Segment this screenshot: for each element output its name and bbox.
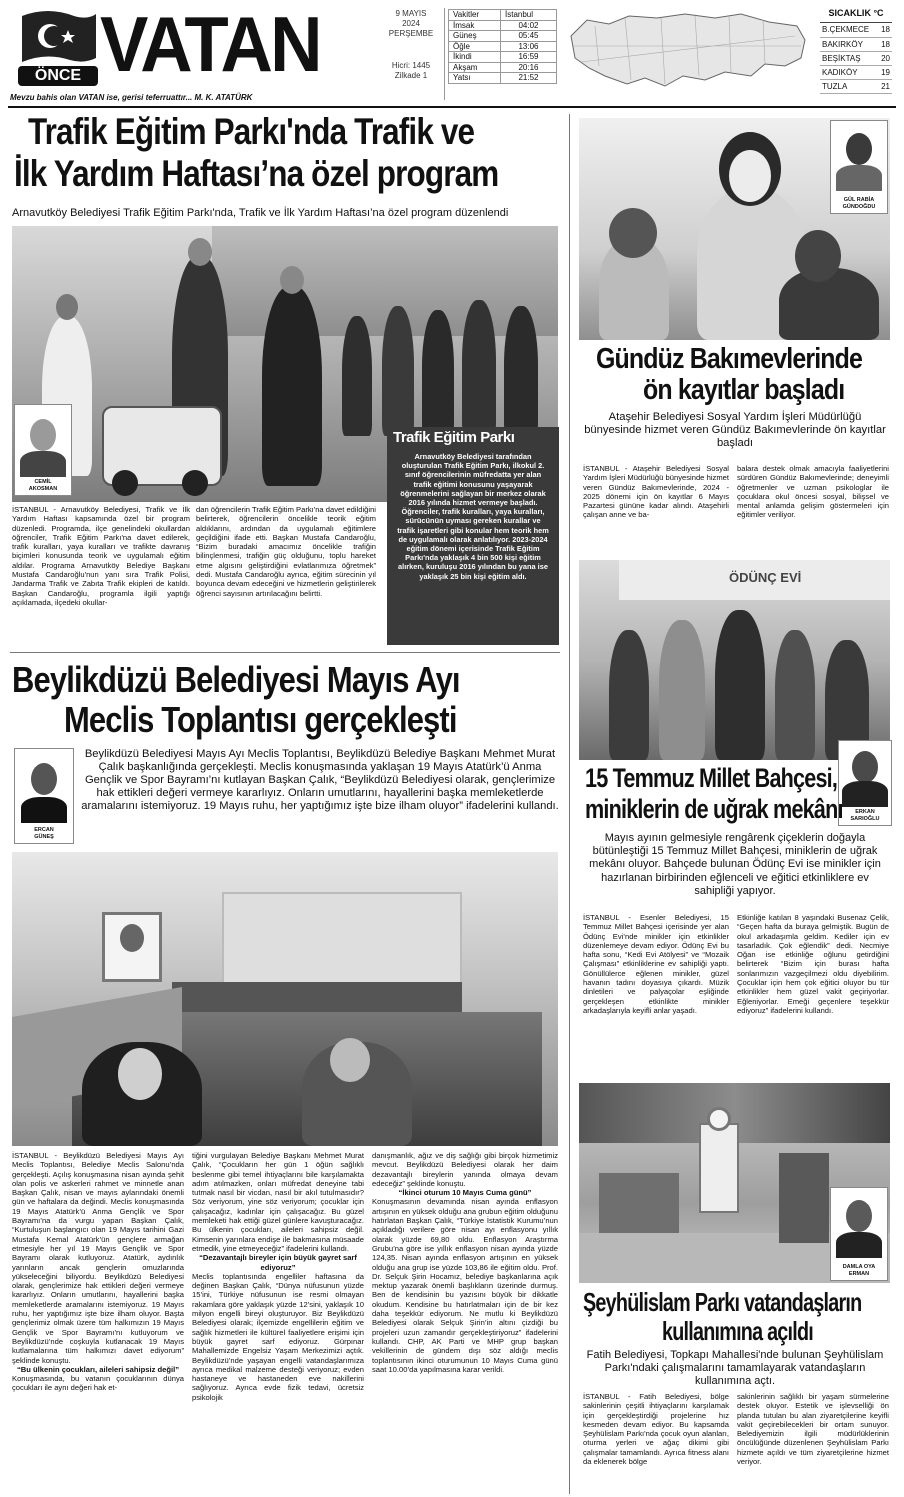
article1-headline-line2: İlk Yardım Haftası’na özel program [14, 153, 499, 194]
reporter-firstname: DAMLA OYA [842, 1264, 876, 1270]
masthead-motto: Mevzu bahis olan VATAN ise, gerisi teferruattır... M. K. ATATÜRK [10, 93, 253, 102]
district-temp: 18 [877, 37, 892, 51]
article1-infobox [387, 427, 559, 645]
article4-headline-line2: miniklerin de uğrak mekânı [585, 794, 843, 824]
prayer-header-label: Vakitler [449, 10, 501, 21]
district-name: B.ÇEKMECE [820, 23, 877, 37]
prayer-name: Yatsı [449, 73, 501, 84]
article2-col2-text: tiğini vurgulayan Belediye Başkanı Mehmet Murat Çalık, “Çocukların her gün 1 öğün sağlıklı beslenme gibi temel ihtiyaçlarını bile karşılamakta adım atılmazken, onları müfredat deneyine tabi tutmak nasıl bir vicdan, nasıl bir akıl tutulmasıdır? Söz veriyorum, yine söz veriyorum; çocuklar için çalışacağız, kadınlar için çalışacağız. Bu güzel memleketi hak ettiği güzel günlere kavuşturacağız. Bu ülkenin çocukları, aileleri sahipsiz değil. Kimsenin yarınlara endişe ile bakmasına müsaade etmedik, yine etmeyeceğiz” ifadelerini kullandı. [192, 1151, 364, 1253]
article2-headline-line1: Beylikdüzü Belediyesi Mayıs Ayı [12, 659, 460, 700]
article5-headline-line1: Şeyhülislam Parkı vatandaşların [583, 1287, 862, 1317]
prayer-time: 13:06 [501, 41, 557, 52]
prayer-time: 04:02 [501, 20, 557, 31]
district-name: BEŞİKTAŞ [820, 51, 877, 65]
article4-lead: Mayıs ayının gelmesiyle rengârenk çiçeklerin doğayla bütünleştiği 15 Temmuz Millet Bahçesi, miniklerin de uğrak mekânı oluyor. Bahçede bulunan Ödünç Evi ise minikler için hazırlanan birbirinden eğlenceli ve eğitici etkinliklere ev sahipliği yapıyor. [589, 832, 881, 897]
article1-subhead: Arnavutköy Belediyesi Trafik Eğitim Parkı'nda, Trafik ve İlk Yardım Haftası’na özel program düzenlendi [12, 207, 509, 219]
masthead [0, 0, 904, 110]
article4-photo-sign: ÖDÜNÇ EVİ [729, 570, 802, 585]
prayer-time: 16:59 [501, 52, 557, 63]
article2-photo [12, 852, 558, 1146]
prayer-name: Akşam [449, 62, 501, 73]
date-weekday: PERŞEMBE [388, 29, 434, 38]
reporter-lastname: SARIOĞLU [850, 816, 880, 822]
prayer-time: 21:52 [501, 73, 557, 84]
article2-col3-text: danışmanlık, ağız ve diş sağlığı gibi birçok hizmetimiz mevcut. Beylikdüzü Belediyesi olarak her daim dezavantajlı bireylerin yanında olmaya devam edeceğiz” şeklinde konuştu. [372, 1151, 558, 1188]
article2-col1-tail: Konuşmasında, bu vatanın çocuklarının dünya çocukları ile aynı değeri hak et- [12, 1374, 184, 1393]
article2-col1-subhead: “Bu ülkenin çocukları, aileleri sahipsiz değil” [16, 1364, 180, 1374]
district-temp: 20 [877, 51, 892, 65]
date-box [380, 9, 442, 97]
reporter-lastname: GÜNDOĞDU [842, 204, 876, 210]
article5-photo [579, 1083, 890, 1283]
article5-lead: Fatih Belediyesi, Topkapı Mahallesi'nde bulunan Şeyhülislam Parkı'ndaki çalışmalarını tamamlayarak vatandaşların kullanımına açtı. [586, 1349, 884, 1388]
article4-headline-line1: 15 Temmuz Millet Bahçesi, [585, 763, 838, 793]
district-name: BAKIRKÖY [820, 37, 877, 51]
reporter-lastname: AKOSMAN [28, 486, 58, 492]
infobox-title: Trafik Eğitim Parkı [393, 429, 515, 446]
reporter-lastname: GÜNEŞ [34, 834, 54, 840]
district-temp: 21 [877, 79, 892, 93]
prayer-time: 20:16 [501, 62, 557, 73]
prayer-times-table [448, 9, 557, 84]
article2-col1 [12, 1151, 184, 1393]
article2-reporter-photo [14, 748, 74, 844]
article2-col2-tail: Meclis toplantısında engelliler haftasına da değinen Başkan Çalık, “Dünya nüfusunun yüzde 15’ini, Türkiye nüfusunun ise resmi olmayan rakamlara göre yaklaşık yüzde 12’sini, yaklaşık 10 milyon engelli bireyi oluşturuyor. Biz Beylikdüzü Belediyesi olarak; ilçemizde engellilerin eğitim ve sağlık hizmetleri ile kültürel faaliyetlere erişimi için büyük gayret sarf ediyoruz. Gürpınar Mahallemizde Engelsiz Yaşam Merkezimizi açtık. Beylikdüzü’nde yaşayan engelli vatandaşlarımıza ayrıca medikal malzeme desteği veriyoruz; evden hastaneye ve hastaneden eve nakillerini sağlıyoruz. Ayrıca evde fizik tedavi, ücretsiz psikolojik [192, 1271, 364, 1402]
article2-col3-subhead: “İkinci oturum 10 Mayıs Cuma günü” [398, 1188, 532, 1198]
article5-col1: İSTANBUL - Fatih Belediyesi, bölge sakinlerinin çeşitli ihtiyaçlarını karşılamak için gerçekleştirdiği projelerine hız kesmeden devam ediyor. Bu kapsamda Şeyhülislam Parkı'nda çocuk oyun alanları, oturma yerleri ve ağaç dikimi gibi çalışmalar tamamlandı. Ayrıca fitness alanı da eklenerek bölge [583, 1392, 729, 1467]
date-day: 9 MAYIS [395, 9, 427, 18]
district-temp: 18 [877, 23, 892, 37]
article1-col1: İSTANBUL - Arnavutköy Belediyesi, Trafik ve İlk Yardım Haftası kapsamında özel bir program düzenledi. Programda, ilçe genelindeki okullardan öğrenciler, Trafik Eğitim Parkı'na davet edilerek, trafik kuralları, yaya kuralları ve trafikte davranış biçimleri konusunda teorik ve uygulamalı eğitim aldılar. Programa Arnavutköy Belediye Başkanı Mustafa Candaroğlu'nun yanı sıra Trafik Polisi, Jandarma Trafik ve Zabıta Trafik ekipleri de katıldı. Başkan Candaroğlu, programla ilgili yaptığı açıklamada, ilçedeki okullar- [12, 505, 190, 607]
article4-col2: Etkinliğe katılan 8 yaşındaki Busenaz Çelik, “Geçen hafta da buraya gelmiştik. Bugün de okul arkadaşımla geldim. Kediler için ev tasarladık. Çok eğlendik” dedi. Necmiye Oğan ise etkinliğe oğlunu getirdiğini belirterek “Bizim için burası hafta sonlarımızın vazgeçilmezi oldu diyebilirim. Çocuklar için hem çok eğitici oluyor bu tür etkinlikler hem güzel vakit geçiriyorlar. Eğleniyorlar. Emeği geçenlere teşekkür ediyoruz” ifadelerini kullandı. [737, 913, 889, 1015]
article2-col3-tail: Konuşmasının devamında nisan ayında enflasyon artışının en yüksek olduğu ana grubun eğitim olduğunu hatırlatan Başkan Çalık, “Türkiye İstatistik Kurumu’nun açıkladığı verilere göre nisan ayı enflasyonu yıllık olarak yüzde 69,80 oldu. Enflasyon Araştırma Grubu’na göre ise yıllık enflasyon nisan ayında yüzde 124,35. Nisan ayında enflasyon artışının en yüksek olduğu ana grup ise yüzde 103,86 ile eğitim oldu. Prof. Dr. Selçuk Şirin Hocamız, belediye başkanlarına açık mektup yazarak önemli başlıkların üzerinde durmuş. Ben de kendisinin bu yazısını büyük bir dikkatle okudum. Kendisine bu hatırlatmaları için de bir kez daha teşekkür ediyorum. Ne mutlu ki Beylikdüzü Belediyesi olarak Selçuk Şirin’in altını çizdiği bu projeleri uzun zamandır gerçekleştiriyoruz” ifadelerini kullandı. CHP, AK Parti ve MHP grup başkan vekillerinin de gündem dışı söz aldığı meclis toplantısının ikinci oturumunun 10 Mayıs Cuma günü saat 10.00’da yapılmasına karar verildi. [372, 1197, 558, 1374]
district-temp: 19 [877, 65, 892, 79]
prayer-header-city: İstanbul [501, 10, 557, 21]
reporter-firstname: CEMİL [34, 479, 52, 485]
article1-headline-line1: Trafik Eğitim Parkı'nda Trafik ve [28, 111, 475, 152]
article1-col2: dan öğrencilerin Trafik Eğitim Parkı'na davet edildiğini belirterek, öğrencilerin öncelikle teorik eğitim aldıklarını, ardından da uygulamalı eğitimlere geçildiğini ifade etti. Başkan Mustafa Candaroğlu, “Bizim buradaki amacımız öncelikle trafiğin bilinçlenmesi, trafiğin güç olduğunu, toplu hareket etme algısını geliştirdiğini evlatlarımıza öğretmek” dedi. Mustafa Candaroğlu ayrıca, eğitim sürecinin yıl boyunca devam edeceğini ve hizmetlerin geliştirilerek öğrenci sayısının artırılacağını belirtti. [196, 505, 376, 598]
prayer-time: 05:45 [501, 31, 557, 42]
column-divider [569, 114, 570, 1494]
article3-reporter-photo [830, 120, 888, 214]
temperature-title: SICAKLIK °C [820, 6, 892, 23]
article3-lead: Ataşehir Belediyesi Sosyal Yardım İşleri Müdürlüğü bünyesinde hizmet veren Gündüz Bakımevlerinde ön kayıtlar başladı [584, 411, 886, 449]
district-name: KADIKÖY [820, 65, 877, 79]
masthead-divider [8, 106, 896, 108]
reporter-firstname: ERKAN [855, 809, 875, 815]
infobox-text: Arnavutköy Belediyesi tarafından oluşturulan Trafik Eğitim Parkı, ilkokul 2. sınıf öğrencilerinin müfredatta yer alan trafik eğitimi konusunu yaşayarak öğrenmelerini sağlayan bir merkez olarak 2016 yılında hizmet vermeye başladı. Öğrenciler, trafik kuralları, yaya kuralları, sürücünün uyması gereken kurallar ve trafik işaretleri gibi konular hem teorik hem de uygulamalı olarak anlatılıyor. 2023-2024 eğitim dönemi içerisinde Trafik Eğitim Parkı'nda yaklaşık 4 bin 500 kişi eğitim alırken, kuruluşu 2016 yılından bu yana ise yaklaşık 25 bin kişi eğitim aldı. [397, 452, 549, 581]
turkey-map-icon [565, 6, 810, 98]
article1-reporter-photo [14, 404, 72, 496]
article5-reporter-photo [830, 1187, 888, 1281]
article4-reporter-photo [838, 740, 892, 826]
hijri-month: Zilkade 1 [394, 71, 428, 80]
article2-col2 [192, 1151, 364, 1402]
article3-photo [579, 118, 890, 340]
article3-headline-line2: ön kayıtlar başladı [643, 374, 845, 406]
masthead-badge: ÖNCE [34, 67, 82, 84]
masthead-logo: VATAN [100, 0, 320, 88]
reporter-firstname: GÜL RABİA [843, 197, 875, 203]
turkey-map [565, 6, 810, 98]
article5-col2: sakinlerinin sağlıklı bir yaşam sürmelerine destek oluyor. Estetik ve işlevselliği ön planda tutulan bu alan ziyaretçilerine keyifli vakit geçirebilecekleri bir ortam sunuyor. Belediyemizin ilgili müdürlüklerinin öncülüğünde düzenlenen Şeyhülislam Parkı hizmete açıldı ve tüm ziyaretçilerine hizmet veriyor. [737, 1392, 889, 1467]
date-year: 2024 [402, 19, 420, 28]
temperature-box [820, 6, 892, 94]
flag-logo-badge [18, 6, 98, 88]
article3-headline-line1: Gündüz Bakımevlerinde [596, 343, 863, 375]
reporter-lastname: ERMAN [848, 1271, 870, 1277]
reporter-firstname: ERCAN [34, 827, 54, 833]
article2-headline-line2: Meclis Toplantısı gerçekleşti [64, 699, 457, 740]
article4-col1: İSTANBUL - Esenler Belediyesi, 15 Temmuz Millet Bahçesi içerisinde yer alan Ödünç Evi’nde minikler için etkinlikler düzenlemeye devam ediyor. Ödünç Evi bu hafta sonu, “Kedi Evi Atölyesi” ve “Mozaik Çalışması” etkinliklerine ev sahipliği yaptı. Gönüllülerce eğlenen minikler, güzel havanın tadını doyasıya çıkardı. Müzik dinletileri ve palyaçolar eşliğinde gerçekleşen etkinlikte minikler arkadaşlarıyla keyifli anlar yaşadı. [583, 913, 729, 1015]
district-name: TUZLA [820, 79, 877, 93]
hijri-year: Hicri: 1445 [391, 61, 431, 70]
article2-col3 [372, 1151, 558, 1374]
prayer-name: Güneş [449, 31, 501, 42]
article2-col1-text: İSTANBUL - Beylikdüzü Belediyesi Mayıs Ayı Meclis Toplantısı, Belediye Meclis Salonu’nda gerçekleşti. Açılış konuşmasına nisan ayında şehit olan polis ve askerleri rahmet ve minnetle anan Başkan Çalık, nisan ve mayıs aylarındaki önemli gün ve haftalara da değindi. Meclis konuşmasında 19 Mayıs Atatürk’ü Anma Gençlik ve Spor Bayramı’na da vurgu yapan Başkan Çalık, “Kurtuluşun başlangıcı olan 19 Mayıs tarihini Gazi Mustafa Kemal Atatürk’ün gençlere armağan etmesiyle her yıl 19 Mayıs Gençlik ve Spor Bayramı olarak kutluyoruz. Atatürk, aydınlık yarınların ancak gençlerin omuzlarında yükseleceğini biliyordu. Beylikdüzü Belediyesi olarak, gençlerimize hak ettikleri değeri vermeye kararlıyız. Onların umutlarını, hayallerini başka memleketlerde aramalarını istemiyoruz. 19 Mayıs ruhu, her yaptığımız işte bize ilham oluyor. Başta gençlerimiz olmak üzere tüm halkımızın 19 Mayıs Gençlik ve Spor Bayramı’nı kutluyorum ve Beylikdüzü’nde coşkuyla kutlanacak 19 Mayıs kutlamalarına tüm halkımızı davet ediyorum” şeklinde konuştu. [12, 1151, 184, 1365]
prayer-name: İmsak [449, 20, 501, 31]
article2-lead: Beylikdüzü Belediyesi Mayıs Ayı Meclis Toplantısı, Beylikdüzü Belediye Başkanı Mehmet Murat Çalık başkanlığında gerçekleşti. Meclis konuşmasında yaklaşan 19 Mayıs Atatürk’ü Anma Gençlik ve Spor Bayramı’nı kutlayan Başkan Çalık, “Beylikdüzü Belediyesi olarak, gençlerimize hak ettikleri değeri vermeye kararlıyız. Onların umutlarını, hayallerini başka memleketlerde aramalarını istemiyoruz. 19 Mayıs ruhu, her yaptığımız işte bize ilham oluyor” ifadelerini kullandı. [81, 748, 559, 812]
prayer-name: İkindi [449, 52, 501, 63]
article3-col2: balara destek olmak amacıyla faaliyetlerini sürdüren Gündüz Bakımevlerinde; deneyimli öğretmenler ve uzman psikologlar ile çocuklara okul öncesi sosyal, bilişsel ve mental anlamda gelişim göstermeleri için eğitimler veriliyor. [737, 464, 889, 520]
article2-col2-subhead: “Dezavantajlı bireyler için büyük gayret sarf ediyoruz” [199, 1253, 357, 1272]
article5-headline-line2: kullanımına açıldı [662, 1316, 814, 1346]
prayer-name: Öğle [449, 41, 501, 52]
article3-col1: İSTANBUL - Ataşehir Belediyesi Sosyal Yardım İşleri Müdürlüğü bünyesinde hizmet veren Gündüz Bakımevlerinde, 2024 - 2025 dönemi için ön kayıtlar 6 Mayıs Pazartesi gününe kadar alındı. Ataşehirli çalışan anne ve ba- [583, 464, 729, 520]
